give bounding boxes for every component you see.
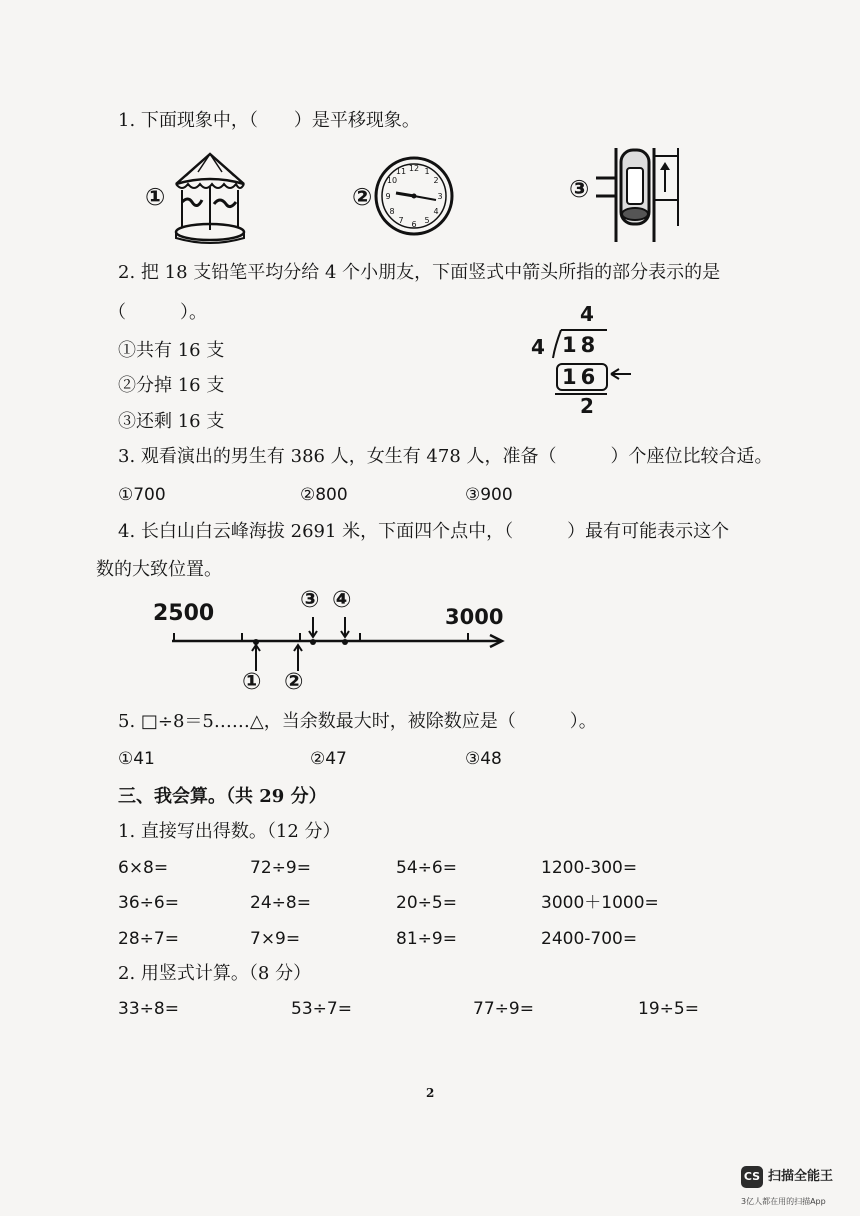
q2-option-3: ③还剩 16 支 bbox=[118, 411, 225, 432]
vertical-calc-item: 53÷7= bbox=[291, 999, 352, 1019]
numberline-start-label: 2500 bbox=[153, 601, 215, 626]
calc-item: 24÷8= bbox=[250, 893, 311, 913]
svg-text:5: 5 bbox=[424, 216, 430, 225]
q3-option-1: ①700 bbox=[118, 485, 166, 505]
q3-option-3: ③900 bbox=[465, 485, 513, 505]
q1-option-3: ③ bbox=[569, 175, 590, 203]
calc-item: 2400-700= bbox=[541, 929, 638, 949]
svg-text:4: 4 bbox=[433, 207, 439, 216]
page-number: 2 bbox=[426, 1086, 435, 1100]
section3-part2-title: 2. 用竖式计算。（8 分） bbox=[118, 963, 312, 984]
division-product: 16 bbox=[562, 365, 600, 389]
svg-text:10: 10 bbox=[386, 176, 398, 185]
svg-text:1: 1 bbox=[424, 167, 430, 176]
svg-text:9: 9 bbox=[385, 192, 391, 201]
q3-option-2: ②800 bbox=[300, 485, 348, 505]
watermark-name: 扫描全能王 bbox=[768, 1169, 834, 1184]
svg-text:6: 6 bbox=[411, 220, 417, 229]
numberline-point-3-label: ③ bbox=[300, 587, 320, 613]
numberline-point-1-label: ① bbox=[242, 669, 262, 695]
q2-text-line2: （ ）。 bbox=[108, 302, 207, 323]
calc-item: 6×8= bbox=[118, 858, 169, 878]
q4-text-line2: 数的大致位置。 bbox=[96, 559, 222, 580]
calc-item: 36÷6= bbox=[118, 893, 179, 913]
q4-text-line1: 4. 长白山白云峰海拔 2691 米，下面四个点中，（ ）最有可能表示这个 bbox=[118, 521, 730, 542]
calc-item: 1200-300= bbox=[541, 858, 638, 878]
q3-text: 3. 观看演出的男生有 386 人，女生有 478 人，准备（ ）个座位比较合适。 bbox=[118, 446, 773, 467]
q5-text: 5. □÷8＝5……△，当余数最大时，被除数应是（ ）。 bbox=[118, 711, 597, 732]
svg-text:12: 12 bbox=[408, 164, 420, 173]
calc-item: 7×9= bbox=[250, 929, 301, 949]
vertical-calc-item: 19÷5= bbox=[638, 999, 699, 1019]
calc-item: 3000＋1000= bbox=[541, 893, 659, 913]
division-bracket bbox=[545, 326, 640, 406]
svg-text:7: 7 bbox=[398, 216, 404, 225]
numberline-end-label: 3000 bbox=[445, 605, 504, 629]
q5-option-1: ①41 bbox=[118, 749, 155, 769]
elevator-image bbox=[594, 146, 680, 244]
calc-item: 81÷9= bbox=[396, 929, 457, 949]
vertical-calc-item: 33÷8= bbox=[118, 999, 179, 1019]
svg-text:11: 11 bbox=[395, 167, 407, 176]
svg-text:2: 2 bbox=[433, 176, 439, 185]
number-line bbox=[170, 615, 510, 675]
section3-title: 三、我会算。（共 29 分） bbox=[118, 786, 327, 807]
division-divisor: 4 bbox=[531, 335, 545, 359]
camscanner-logo-icon: CS bbox=[741, 1166, 763, 1188]
division-remainder: 2 bbox=[580, 394, 594, 418]
q2-option-2: ②分掉 16 支 bbox=[118, 375, 225, 396]
division-quotient: 4 bbox=[580, 302, 594, 326]
q5-option-3: ③48 bbox=[465, 749, 502, 769]
q2-option-1: ①共有 16 支 bbox=[118, 340, 225, 361]
calc-item: 20÷5= bbox=[396, 893, 457, 913]
clock-image bbox=[374, 149, 454, 243]
q2-text-line1: 2. 把 18 支铅笔平均分给 4 个小朋友，下面竖式中箭头所指的部分表示的是 bbox=[118, 262, 721, 283]
q5-option-2: ②47 bbox=[310, 749, 347, 769]
svg-text:3: 3 bbox=[437, 192, 443, 201]
calc-item: 28÷7= bbox=[118, 929, 179, 949]
calc-item: 54÷6= bbox=[396, 858, 457, 878]
carousel-image bbox=[170, 150, 250, 245]
section3-part1-title: 1. 直接写出得数。（12 分） bbox=[118, 821, 341, 842]
numberline-point-2-label: ② bbox=[284, 669, 304, 695]
division-dividend: 18 bbox=[562, 333, 600, 357]
watermark-slogan: 3亿人都在用的扫描App bbox=[741, 1197, 826, 1206]
svg-text:8: 8 bbox=[389, 207, 395, 216]
numberline-point-4-label: ④ bbox=[332, 587, 352, 613]
vertical-calc-item: 77÷9= bbox=[473, 999, 534, 1019]
q1-option-2: ② bbox=[352, 183, 373, 211]
q1-option-1: ① bbox=[145, 183, 166, 211]
calc-item: 72÷9= bbox=[250, 858, 311, 878]
q1-text: 1. 下面现象中，（ ）是平移现象。 bbox=[118, 110, 420, 131]
